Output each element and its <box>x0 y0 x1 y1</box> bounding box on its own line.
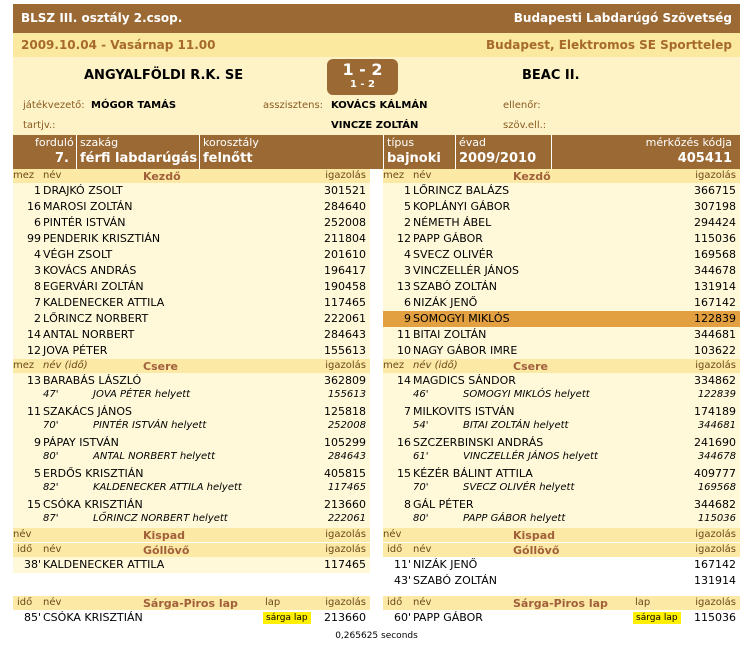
substitution-row <box>13 497 370 528</box>
player-number: 15 <box>27 498 41 511</box>
player-name: JOVA PÉTER <box>43 344 108 357</box>
column-time: idő <box>387 544 403 555</box>
column-name: név <box>43 597 62 608</box>
player-row <box>13 295 370 311</box>
goal-time: 43' <box>393 574 411 587</box>
player-number: 12 <box>397 232 411 245</box>
player-number: 16 <box>397 436 411 449</box>
replaced-id: 222061 <box>327 513 366 524</box>
player-number: 6 <box>404 296 411 309</box>
player-id: 167142 <box>694 296 736 309</box>
player-id: 190458 <box>324 280 366 293</box>
substitution-row <box>383 435 740 466</box>
player-number: 14 <box>27 328 41 341</box>
section-header-subs <box>383 359 740 373</box>
player-id: 222061 <box>324 312 366 325</box>
player-name: SVECZ OLIVÉR <box>413 248 494 261</box>
column-id: igazolás <box>695 360 736 371</box>
age-label: korosztály <box>203 136 259 149</box>
column-name-time: név (idő) <box>413 360 458 371</box>
card-player-id: 213660 <box>324 611 366 624</box>
player-number: 7 <box>34 296 41 309</box>
section-header-cards <box>13 596 370 610</box>
substitution-row <box>383 404 740 435</box>
player-name: VÉGH ZSOLT <box>43 248 113 261</box>
replaced-player: LŐRINCZ NORBERT helyett <box>93 513 228 524</box>
player-row <box>383 279 740 295</box>
substitution-row <box>383 497 740 528</box>
replaced-player: VINCZELLÉR JÁNOS helyett <box>463 451 598 462</box>
sub-time: 70' <box>413 482 429 493</box>
player-number: 5 <box>404 200 411 213</box>
player-number: 8 <box>34 280 41 293</box>
player-name: EGERVÁRI ZOLTÁN <box>43 280 144 293</box>
player-id: 131914 <box>694 280 736 293</box>
replaced-player: SVECZ OLIVÉR helyett <box>463 482 575 493</box>
referee-name: MÓGOR TAMÁS <box>91 100 177 111</box>
replaced-id: 344681 <box>697 420 736 431</box>
league-header <box>13 4 740 33</box>
player-number: 7 <box>404 405 411 418</box>
assistant1-name: KOVÁCS KÁLMÁN <box>331 100 428 111</box>
halftime-score: 1 - 2 <box>349 79 376 90</box>
section-header-starters <box>13 169 370 183</box>
player-id: 105299 <box>324 436 366 449</box>
player-number: 4 <box>34 248 41 261</box>
section-header-scorers <box>13 543 370 557</box>
player-name: KÉZÉR BÁLINT ATTILA <box>413 467 533 480</box>
referee-label: játékvezető: <box>23 100 85 111</box>
player-id: 174189 <box>694 405 736 418</box>
sub-time: 47' <box>43 389 59 400</box>
home-team-name: ANGYALFÖLDI R.K. SE <box>84 68 244 83</box>
player-row <box>383 295 740 311</box>
scorer-id: 167142 <box>694 558 736 571</box>
player-id: 122839 <box>694 312 736 325</box>
card-row <box>383 610 740 626</box>
player-name: PINTÉR ISTVÁN <box>43 216 126 229</box>
player-row <box>383 199 740 215</box>
column-mez: mez <box>383 170 405 181</box>
player-row <box>13 215 370 231</box>
section-title: Sárga-Piros lap <box>513 597 608 610</box>
sub-time: 80' <box>43 451 59 462</box>
player-number: 9 <box>404 312 411 325</box>
player-name: LŐRINCZ BALÁZS <box>413 184 510 197</box>
sub-time: 46' <box>413 389 429 400</box>
player-name: KALDENECKER ATTILA <box>43 296 165 309</box>
player-row <box>383 247 740 263</box>
player-id: 409777 <box>694 467 736 480</box>
sub-time: 54' <box>413 420 429 431</box>
player-number: 2 <box>34 312 41 325</box>
replaced-id: 155613 <box>327 389 366 400</box>
column-name-time: név (idő) <box>43 360 88 371</box>
round-value: 7. <box>55 151 69 166</box>
player-name: BARABÁS LÁSZLÓ <box>43 374 142 387</box>
code-value: 405411 <box>677 151 732 166</box>
card-player-name: PAPP GÁBOR <box>413 611 483 624</box>
column-id: igazolás <box>695 529 736 540</box>
section-title: Sárga-Piros lap <box>143 597 238 610</box>
goal-time: 38' <box>23 558 41 571</box>
column-time: idő <box>17 544 33 555</box>
player-row <box>383 327 740 343</box>
match-venue: Budapest, Elektromos SE Sporttelep <box>486 38 732 52</box>
player-id: 211804 <box>324 232 366 245</box>
column-id: igazolás <box>325 360 366 371</box>
player-number: 11 <box>397 328 411 341</box>
player-name: MAROSI ZOLTÁN <box>43 200 133 213</box>
player-name: SOMOGYI MIKLÓS <box>413 312 510 325</box>
player-name: BITAI ZOLTÁN <box>413 328 487 341</box>
player-id: 201610 <box>324 248 366 261</box>
player-number: 12 <box>27 344 41 357</box>
player-name: PÁPAY ISTVÁN <box>43 436 119 449</box>
player-number: 15 <box>397 467 411 480</box>
section-header-bench <box>383 528 740 542</box>
divider <box>199 135 200 169</box>
player-id: 115036 <box>694 232 736 245</box>
player-number: 1 <box>34 184 41 197</box>
column-name: név <box>13 529 32 540</box>
scorer-id: 117465 <box>324 558 366 571</box>
final-score: 1 - 2 <box>342 60 383 79</box>
player-row <box>13 247 370 263</box>
age-value: felnőtt <box>203 151 253 166</box>
player-id: 117465 <box>324 296 366 309</box>
player-id: 301521 <box>324 184 366 197</box>
replaced-id: 122839 <box>697 389 736 400</box>
player-number: 8 <box>404 498 411 511</box>
column-id: igazolás <box>325 529 366 540</box>
replaced-id: 169568 <box>697 482 736 493</box>
replaced-player: KALDENECKER ATTILA helyett <box>93 482 242 493</box>
divider <box>455 135 456 169</box>
column-mez: mez <box>13 360 35 371</box>
column-mez: mez <box>13 170 35 181</box>
player-name: KOPLÁNYI GÁBOR <box>413 200 511 213</box>
scorer-name: NIZÁK JENŐ <box>413 558 478 571</box>
player-id: 252008 <box>324 216 366 229</box>
column-mez: mez <box>383 360 405 371</box>
player-name: NIZÁK JENŐ <box>413 296 478 309</box>
yellow-card-badge: sárga lap <box>263 612 311 624</box>
season-label: évad <box>459 136 487 149</box>
player-number: 99 <box>27 232 41 245</box>
render-time: 0,265625 seconds <box>335 631 418 641</box>
player-id: 284643 <box>324 328 366 341</box>
section-title: Kezdő <box>143 170 181 183</box>
card-player-name: CSÓKA KRISZTIÁN <box>43 611 143 624</box>
player-row <box>13 327 370 343</box>
divider <box>383 135 384 169</box>
player-name: PAPP GÁBOR <box>413 232 483 245</box>
player-row <box>383 343 740 359</box>
column-id: igazolás <box>325 170 366 181</box>
substitution-row <box>383 466 740 497</box>
goal-time: 11' <box>393 558 411 571</box>
sub-time: 70' <box>43 420 59 431</box>
section-title: Góllövő <box>143 544 190 557</box>
goal-row <box>383 557 740 573</box>
sub-time: 80' <box>413 513 429 524</box>
federation-name: Budapesti Labdarúgó Szövetség <box>513 11 732 25</box>
player-name: VINCZELLÉR JÁNOS <box>413 264 519 277</box>
section-title: Kispad <box>143 529 186 542</box>
section-header-bench <box>13 528 370 542</box>
section-header-cards <box>383 596 740 610</box>
player-name: ANTAL NORBERT <box>43 328 135 341</box>
player-name: GÁL PÉTER <box>413 498 474 511</box>
column-name: név <box>413 597 432 608</box>
branch-label: szakág <box>80 136 119 149</box>
player-id: 103622 <box>694 344 736 357</box>
replaced-player: ANTAL NORBERT helyett <box>93 451 215 462</box>
column-name: név <box>413 170 432 181</box>
league-name: BLSZ III. osztály 2.csop. <box>21 11 183 25</box>
divider <box>551 135 552 169</box>
official-label: szöv.ell.: <box>503 120 547 131</box>
player-name: PENDERIK KRISZTIÁN <box>43 232 161 245</box>
replaced-player: SOMOGYI MIKLÓS helyett <box>463 389 590 400</box>
sub-time: 87' <box>43 513 59 524</box>
player-number: 13 <box>397 280 411 293</box>
column-id: igazolás <box>325 544 366 555</box>
player-row <box>13 343 370 359</box>
player-id: 334862 <box>694 374 736 387</box>
player-number: 2 <box>404 216 411 229</box>
column-id: igazolás <box>325 597 366 608</box>
replaced-player: PAPP GÁBOR helyett <box>463 513 566 524</box>
player-row <box>13 279 370 295</box>
card-time: 60' <box>393 611 411 624</box>
season-value: 2009/2010 <box>459 151 537 166</box>
card-player-id: 115036 <box>694 611 736 624</box>
substitution-row <box>13 373 370 404</box>
replaced-player: JOVA PÉTER helyett <box>93 389 191 400</box>
substitution-row <box>13 435 370 466</box>
player-id: 344681 <box>694 328 736 341</box>
replaced-player: BITAI ZOLTÁN helyett <box>463 420 569 431</box>
player-name: MILKOVITS ISTVÁN <box>413 405 515 418</box>
player-row <box>383 231 740 247</box>
player-name: SZABÓ ZOLTÁN <box>413 280 497 293</box>
substitution-row <box>13 466 370 497</box>
player-row <box>13 199 370 215</box>
assistant2-name: VINCZE ZOLTÁN <box>331 120 419 131</box>
player-row <box>383 183 740 199</box>
player-row <box>13 311 370 327</box>
player-name: SZCZERBINSKI ANDRÁS <box>413 436 544 449</box>
player-number: 9 <box>34 436 41 449</box>
player-id: 307198 <box>694 200 736 213</box>
substitution-row <box>13 404 370 435</box>
player-name: KOVÁCS ANDRÁS <box>43 264 137 277</box>
player-name: ERDŐS KRISZTIÁN <box>43 467 144 480</box>
replaced-id: 117465 <box>327 482 366 493</box>
type-label: típus <box>387 136 415 149</box>
player-name: NAGY GÁBOR IMRE <box>413 344 518 357</box>
replaced-id: 115036 <box>697 513 736 524</box>
section-title: Kispad <box>513 529 556 542</box>
scorer-name: KALDENECKER ATTILA <box>43 558 165 571</box>
substitution-row <box>383 373 740 404</box>
player-id: 284640 <box>324 200 366 213</box>
player-id: 344678 <box>694 264 736 277</box>
player-number: 13 <box>27 374 41 387</box>
replaced-id: 284643 <box>327 451 366 462</box>
player-row <box>383 311 740 327</box>
player-number: 1 <box>404 184 411 197</box>
player-name: DRAJKÓ ZSOLT <box>43 184 123 197</box>
column-name: név <box>43 170 62 181</box>
goal-row <box>383 573 740 589</box>
match-info-bar <box>13 135 740 169</box>
player-id: 362809 <box>324 374 366 387</box>
player-name: NÉMETH ÁBEL <box>413 216 492 229</box>
column-id: igazolás <box>695 170 736 181</box>
player-id: 169568 <box>694 248 736 261</box>
column-name: név <box>413 544 432 555</box>
section-title: Csere <box>513 360 548 373</box>
date-venue-bar <box>13 33 740 57</box>
player-name: SZAKÁCS JÁNOS <box>43 405 132 418</box>
player-row <box>13 231 370 247</box>
player-name: CSÓKA KRISZTIÁN <box>43 498 143 511</box>
player-row <box>383 215 740 231</box>
replaced-player: PINTÉR ISTVÁN helyett <box>93 420 207 431</box>
player-id: 155613 <box>324 344 366 357</box>
column-id: igazolás <box>695 544 736 555</box>
player-row <box>13 263 370 279</box>
player-number: 16 <box>27 200 41 213</box>
goal-row <box>13 557 370 573</box>
card-time: 85' <box>23 611 41 624</box>
player-id: 125818 <box>324 405 366 418</box>
player-row <box>13 183 370 199</box>
player-id: 241690 <box>694 436 736 449</box>
player-id: 196417 <box>324 264 366 277</box>
assistant-label: asszisztens: <box>263 100 324 111</box>
column-card: lap <box>265 597 281 608</box>
code-label: mérkőzés kódja <box>645 136 732 149</box>
replaced-id: 344678 <box>697 451 736 462</box>
round-label: forduló <box>35 136 74 149</box>
player-name: LŐRINCZ NORBERT <box>43 312 149 325</box>
player-number: 5 <box>34 467 41 480</box>
replaced-id: 252008 <box>327 420 366 431</box>
player-number: 4 <box>404 248 411 261</box>
player-number: 14 <box>397 374 411 387</box>
section-header-scorers <box>383 543 740 557</box>
player-id: 213660 <box>324 498 366 511</box>
branch-value: férfi labdarúgás <box>80 151 198 166</box>
inspector-label: ellenőr: <box>503 100 541 111</box>
player-id: 344682 <box>694 498 736 511</box>
column-name: név <box>43 544 62 555</box>
section-title: Góllövő <box>513 544 560 557</box>
officials-panel <box>13 95 740 135</box>
player-number: 3 <box>34 264 41 277</box>
scorer-name: SZABÓ ZOLTÁN <box>413 574 497 587</box>
away-team-name: BEAC II. <box>522 68 580 83</box>
section-header-subs <box>13 359 370 373</box>
yellow-card-badge: sárga lap <box>633 612 681 624</box>
player-id: 405815 <box>324 467 366 480</box>
sub-time: 61' <box>413 451 429 462</box>
column-name: név <box>383 529 402 540</box>
scorer-id: 131914 <box>694 574 736 587</box>
player-number: 6 <box>34 216 41 229</box>
player-name: MAGDICS SÁNDOR <box>413 374 516 387</box>
player-number: 3 <box>404 264 411 277</box>
player-number: 10 <box>397 344 411 357</box>
sub-time: 82' <box>43 482 59 493</box>
card-row <box>13 610 370 626</box>
section-header-starters <box>383 169 740 183</box>
player-number: 11 <box>27 405 41 418</box>
score-box <box>327 59 398 95</box>
divider <box>76 135 77 169</box>
column-id: igazolás <box>695 597 736 608</box>
column-time: idő <box>387 597 403 608</box>
column-card: lap <box>635 597 651 608</box>
column-time: idő <box>17 597 33 608</box>
player-row <box>383 263 740 279</box>
player-id: 294424 <box>694 216 736 229</box>
type-value: bajnoki <box>387 151 441 166</box>
section-title: Csere <box>143 360 178 373</box>
reserve-label: tartjv.: <box>23 120 56 131</box>
player-id: 366715 <box>694 184 736 197</box>
section-title: Kezdő <box>513 170 551 183</box>
match-datetime: 2009.10.04 - Vasárnap 11.00 <box>21 38 216 52</box>
